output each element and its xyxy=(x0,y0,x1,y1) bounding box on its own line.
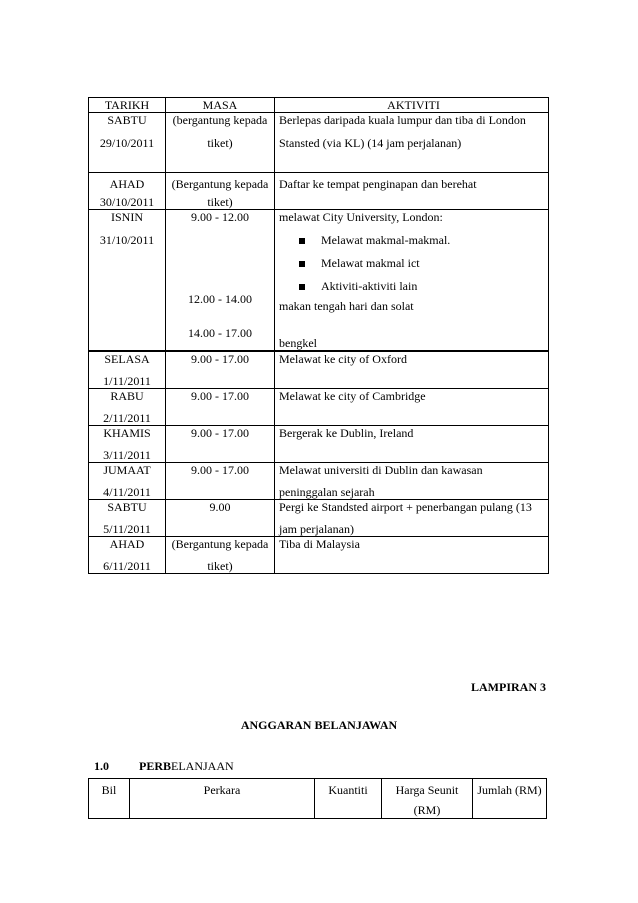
list-item: Aktiviti-aktiviti lain xyxy=(279,279,548,293)
section-title-bold: PERB xyxy=(139,759,172,773)
date: 30/10/2011 xyxy=(99,195,155,209)
activity: jam perjalanan) xyxy=(279,522,354,536)
activity: Stansted (via KL) (14 jam perjalanan) xyxy=(279,136,462,150)
activity: Berlepas daripada kuala lumpur dan tiba di London xyxy=(279,113,526,127)
lampiran-label: LAMPIRAN 3 xyxy=(471,680,546,694)
time: 9.00 - 17.00 xyxy=(191,426,249,440)
bullet-icon xyxy=(299,238,305,244)
table-row xyxy=(89,389,549,426)
activity: Melawat universiti di Dublin dan kawasan xyxy=(279,463,483,477)
bullet-icon xyxy=(299,284,305,290)
header-bil: Bil xyxy=(89,779,130,819)
table-row xyxy=(89,537,549,574)
budget-header-row xyxy=(89,779,547,819)
activity: bengkel xyxy=(279,336,317,350)
activity: Bergerak ke Dublin, Ireland xyxy=(279,426,414,440)
day: SABTU xyxy=(107,500,147,514)
table-row xyxy=(89,210,549,352)
list-item: Melawat makmal-makmal. xyxy=(279,233,548,247)
table-row xyxy=(89,351,549,389)
header-masa: MASA xyxy=(166,98,275,113)
activity: makan tengah hari dan solat xyxy=(279,299,414,313)
list-item: Melawat makmal ict xyxy=(279,256,548,270)
time: tiket) xyxy=(207,559,233,573)
time: (bergantung kepada xyxy=(172,113,268,127)
time: 9.00 - 17.00 xyxy=(191,389,249,403)
time: 14.00 - 17.00 xyxy=(188,326,252,340)
header-harga: Harga Seunit xyxy=(395,783,459,797)
schedule-header-row xyxy=(89,98,549,113)
activity: Melawat ke city of Cambridge xyxy=(279,389,426,403)
time: tiket) xyxy=(207,136,233,150)
table-row xyxy=(89,426,549,463)
date: 6/11/2011 xyxy=(103,559,151,573)
header-tarikh: TARIKH xyxy=(89,98,166,113)
time: 9.00 - 12.00 xyxy=(191,210,249,224)
table-row xyxy=(89,113,549,173)
header-harga-unit: (RM) xyxy=(413,803,441,817)
header-perkara: Perkara xyxy=(130,779,315,819)
date: 3/11/2011 xyxy=(103,448,151,462)
time: 9.00 - 17.00 xyxy=(191,463,249,477)
day: KHAMIS xyxy=(103,426,151,440)
day: JUMAAT xyxy=(103,463,151,477)
activity: peninggalan sejarah xyxy=(279,485,375,499)
budget-table xyxy=(88,778,547,819)
time: (Bergantung kepada xyxy=(171,177,269,191)
day: AHAD xyxy=(109,177,145,191)
header-aktiviti: AKTIVITI xyxy=(275,98,549,113)
date: 29/10/2011 xyxy=(99,136,155,150)
header-kuantiti: Kuantiti xyxy=(315,779,382,819)
date: 5/11/2011 xyxy=(103,522,151,536)
bullet-icon xyxy=(299,261,305,267)
table-row xyxy=(89,463,549,500)
activity: Daftar ke tempat penginapan dan berehat xyxy=(279,177,477,191)
time: 9.00 - 17.00 xyxy=(191,352,249,366)
header-jumlah: Jumlah (RM) xyxy=(473,779,547,819)
day: SELASA xyxy=(104,352,150,366)
date: 31/10/2011 xyxy=(99,233,155,247)
activity: Pergi ke Standsted airport + penerbangan pulang (13 xyxy=(279,500,532,514)
section-title-rest: ELANJAAN xyxy=(171,759,234,773)
date: 4/11/2011 xyxy=(103,485,151,499)
section-heading xyxy=(94,759,234,774)
activity: melawat City University, London: xyxy=(279,210,443,224)
date: 2/11/2011 xyxy=(103,411,151,425)
time: tiket) xyxy=(207,195,233,209)
budget-title: ANGGARAN BELANJAWAN xyxy=(240,718,398,732)
day: RABU xyxy=(110,389,144,403)
day: SABTU xyxy=(107,113,147,127)
time: 9.00 xyxy=(209,500,231,514)
section-number: 1.0 xyxy=(94,759,109,773)
table-row xyxy=(89,173,549,210)
time: 12.00 - 14.00 xyxy=(188,292,252,306)
time: (Bergantung kepada xyxy=(171,537,269,551)
table-row xyxy=(89,500,549,537)
schedule-table xyxy=(88,97,549,574)
day: ISNIN xyxy=(111,210,143,224)
activity: Tiba di Malaysia xyxy=(279,537,360,551)
activity: Melawat ke city of Oxford xyxy=(279,352,407,366)
date: 1/11/2011 xyxy=(103,374,151,388)
day: AHAD xyxy=(109,537,145,551)
